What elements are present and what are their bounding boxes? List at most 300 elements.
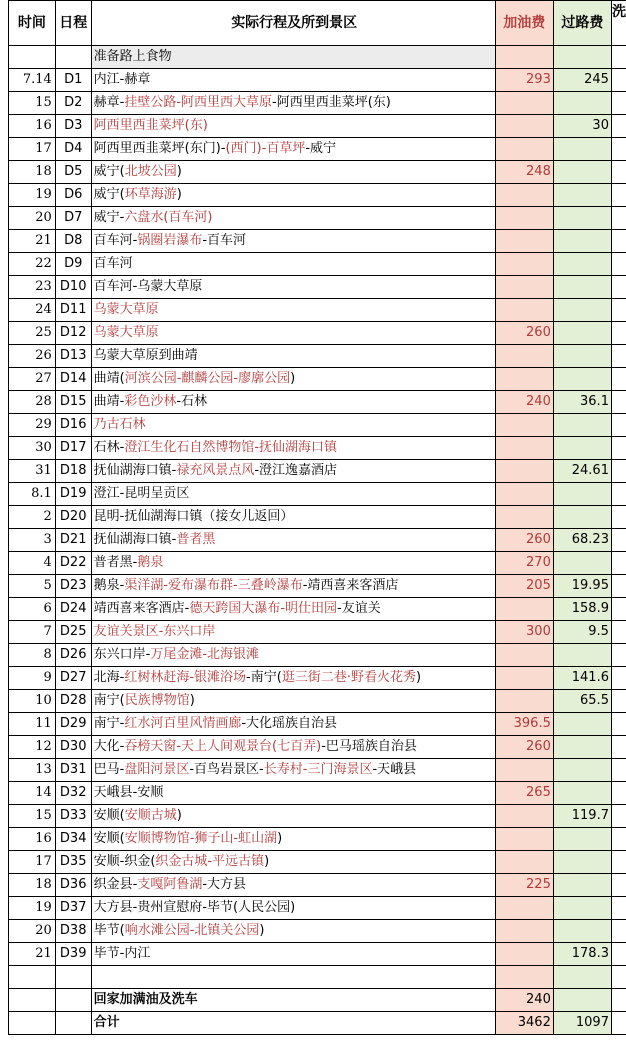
row-time: 23 — [9, 276, 56, 299]
row-day: D12 — [55, 322, 91, 345]
row-day: D25 — [55, 621, 91, 644]
route-text: ) — [259, 923, 265, 938]
row-time: 7 — [9, 621, 56, 644]
scenic-spot-text: 安顺古城 — [124, 808, 177, 823]
route-text: 乌蒙大草原到曲靖 — [93, 348, 198, 363]
route-text: 靖西喜来客酒店- — [93, 601, 190, 616]
row-toll: 119.7 — [553, 805, 611, 828]
row-extra — [611, 138, 626, 161]
scenic-spot-text: 乌蒙大草原 — [93, 325, 159, 340]
route-text: ) — [264, 854, 270, 869]
prep-label: 准备路上食物 — [91, 46, 495, 69]
row-fuel — [495, 437, 553, 460]
route-text: 南宁( — [93, 693, 125, 708]
table-row — [9, 345, 626, 368]
route-text: ) — [189, 693, 195, 708]
row-fuel: 248 — [495, 161, 553, 184]
scenic-spot-text: 逛三街二巷·野看火花秀 — [281, 670, 416, 685]
row-fuel — [495, 276, 553, 299]
row-toll — [553, 782, 611, 805]
row-day: D26 — [55, 644, 91, 667]
row-desc — [91, 276, 495, 299]
table-row — [9, 759, 626, 782]
row-extra — [611, 253, 626, 276]
row-extra — [611, 230, 626, 253]
row-desc — [91, 460, 495, 483]
row-fuel — [495, 897, 553, 920]
row-extra — [611, 920, 626, 943]
row-extra — [611, 621, 626, 644]
route-text: -巴马瑶族自治县 — [321, 739, 417, 754]
scenic-spot-text: 乌蒙大草原 — [93, 302, 159, 317]
row-time: 8.1 — [9, 483, 56, 506]
row-fuel — [495, 943, 553, 966]
header-toll: 过路费 — [553, 1, 611, 46]
row-time: 30 — [9, 437, 56, 460]
row-day: D6 — [55, 184, 91, 207]
row-day: D31 — [55, 759, 91, 782]
row-toll: 30 — [553, 115, 611, 138]
table-row — [9, 713, 626, 736]
row-toll: 68.23 — [553, 529, 611, 552]
row-extra — [611, 575, 626, 598]
row-toll — [553, 184, 611, 207]
row-fuel — [495, 345, 553, 368]
row-desc — [91, 253, 495, 276]
row-fuel: 240 — [495, 391, 553, 414]
row-time: 19 — [9, 897, 56, 920]
route-text: 大方县-贵州宣慰府-毕节(人民公园) — [93, 900, 296, 915]
row-extra — [611, 759, 626, 782]
row-toll — [553, 506, 611, 529]
route-text: -百鸟岩景区- — [189, 762, 264, 777]
row-extra — [611, 736, 626, 759]
scenic-spot-text: 河滨公园-麒麟公园-廖廓公园 — [124, 371, 291, 386]
scenic-spot-text: 吞榜天窗-天上人间观景台(七百弄) — [124, 739, 322, 754]
row-toll: 178.3 — [553, 943, 611, 966]
row-fuel — [495, 483, 553, 506]
header-fuel: 加油费 — [495, 1, 553, 46]
row-fuel: 260 — [495, 736, 553, 759]
row-extra — [611, 943, 626, 966]
row-time: 17 — [9, 851, 56, 874]
row-desc — [91, 598, 495, 621]
row-day: D28 — [55, 690, 91, 713]
row-toll: 36.1 — [553, 391, 611, 414]
row-desc — [91, 552, 495, 575]
row-toll — [553, 161, 611, 184]
refuel-label: 回家加满油及洗车 — [91, 989, 495, 1012]
route-text: -澄江逸嘉酒店 — [254, 463, 338, 478]
row-day: D22 — [55, 552, 91, 575]
scenic-spot-text: 万尾金滩-北海银滩 — [150, 647, 260, 662]
scenic-spot-text: 锅圈岩瀑布 — [137, 233, 203, 248]
row-extra — [611, 322, 626, 345]
row-extra — [611, 299, 626, 322]
row-day: D29 — [55, 713, 91, 736]
route-text: 威宁( — [93, 187, 125, 202]
row-fuel — [495, 92, 553, 115]
row-toll: 245 — [553, 69, 611, 92]
row-fuel: 300 — [495, 621, 553, 644]
table-row — [9, 207, 626, 230]
table-row — [9, 138, 626, 161]
row-desc — [91, 230, 495, 253]
row-toll — [553, 230, 611, 253]
route-text: 鹅泉- — [93, 578, 125, 593]
scenic-spot-text: 挂壁公路-阿西里西大草原 — [124, 95, 273, 110]
row-toll — [553, 736, 611, 759]
scenic-spot-text: 阿西里西韭菜坪(东) — [93, 118, 208, 133]
row-toll — [553, 276, 611, 299]
row-time: 4 — [9, 552, 56, 575]
row-extra — [611, 874, 626, 897]
row-toll — [553, 207, 611, 230]
row-fuel: 396.5 — [495, 713, 553, 736]
table-row — [9, 322, 626, 345]
row-time: 9 — [9, 667, 56, 690]
row-day: D37 — [55, 897, 91, 920]
row-fuel: 205 — [495, 575, 553, 598]
table-row — [9, 621, 626, 644]
route-text: 北海- — [93, 670, 125, 685]
row-extra — [611, 598, 626, 621]
row-extra — [611, 92, 626, 115]
row-time: 12 — [9, 736, 56, 759]
row-desc — [91, 713, 495, 736]
row-day: D3 — [55, 115, 91, 138]
row-desc — [91, 391, 495, 414]
row-desc — [91, 897, 495, 920]
row-toll — [553, 414, 611, 437]
row-toll — [553, 828, 611, 851]
row-day: D24 — [55, 598, 91, 621]
table-row — [9, 69, 626, 92]
scenic-spot-text: 六盘水(百车河) — [124, 210, 213, 225]
route-text: 石林- — [93, 440, 125, 455]
row-day: D34 — [55, 828, 91, 851]
table-row — [9, 483, 626, 506]
route-text: 澄江-昆明呈贡区 — [93, 486, 190, 501]
row-time: 16 — [9, 828, 56, 851]
scenic-spot-text: 友谊关景区-东兴口岸 — [93, 624, 216, 639]
scenic-spot-text: 安顺博物馆-狮子山-虹山湖 — [124, 831, 278, 846]
table-row — [9, 460, 626, 483]
row-extra — [611, 667, 626, 690]
row-extra — [611, 483, 626, 506]
scenic-spot-text: 支嘎阿鲁湖 — [137, 877, 203, 892]
row-desc — [91, 184, 495, 207]
row-time: 20 — [9, 207, 56, 230]
row-time: 26 — [9, 345, 56, 368]
row-fuel — [495, 460, 553, 483]
row-fuel: 260 — [495, 529, 553, 552]
row-time: 31 — [9, 460, 56, 483]
row-extra — [611, 184, 626, 207]
row-desc — [91, 299, 495, 322]
row-time: 21 — [9, 230, 56, 253]
table-row — [9, 874, 626, 897]
row-extra — [611, 552, 626, 575]
table-row — [9, 690, 626, 713]
row-time: 11 — [9, 713, 56, 736]
route-text: -阿西里西韭菜坪(东) — [272, 95, 391, 110]
route-text: 曲靖( — [93, 371, 125, 386]
header-time: 时间 — [9, 1, 56, 46]
row-day: D18 — [55, 460, 91, 483]
row-desc — [91, 506, 495, 529]
route-text: 巴马- — [93, 762, 125, 777]
row-fuel — [495, 598, 553, 621]
row-time: 29 — [9, 414, 56, 437]
table-row — [9, 736, 626, 759]
row-desc — [91, 437, 495, 460]
refuel-fuel: 240 — [495, 989, 553, 1012]
refuel-row — [9, 989, 626, 1012]
row-desc — [91, 92, 495, 115]
row-day: D13 — [55, 345, 91, 368]
route-text: 抚仙湖海口镇- — [93, 532, 177, 547]
row-desc — [91, 805, 495, 828]
row-day: D2 — [55, 92, 91, 115]
row-toll — [553, 920, 611, 943]
row-toll — [553, 368, 611, 391]
row-desc — [91, 115, 495, 138]
route-text: ) — [415, 670, 422, 685]
table-row — [9, 529, 626, 552]
row-time: 15 — [9, 92, 56, 115]
row-fuel — [495, 184, 553, 207]
scenic-spot-text: 盘阳河景区 — [124, 762, 190, 777]
row-desc — [91, 621, 495, 644]
table-row — [9, 184, 626, 207]
table-row — [9, 782, 626, 805]
row-extra — [611, 851, 626, 874]
row-extra — [611, 207, 626, 230]
table-row — [9, 667, 626, 690]
row-extra — [611, 782, 626, 805]
route-text: 威宁- — [93, 210, 125, 225]
row-desc — [91, 161, 495, 184]
row-day: D5 — [55, 161, 91, 184]
route-text: -南宁( — [246, 670, 282, 685]
row-day: D16 — [55, 414, 91, 437]
header-extra: 洗 — [611, 1, 626, 46]
row-toll — [553, 299, 611, 322]
total-fuel: 3462 — [495, 1012, 553, 1035]
row-time: 14 — [9, 782, 56, 805]
row-toll — [553, 322, 611, 345]
row-day: D7 — [55, 207, 91, 230]
row-day: D32 — [55, 782, 91, 805]
row-day: D33 — [55, 805, 91, 828]
scenic-spot-text: 北坡公园 — [124, 164, 177, 179]
table-row — [9, 897, 626, 920]
route-text: ) — [176, 187, 182, 202]
row-time: 8 — [9, 644, 56, 667]
row-day: D35 — [55, 851, 91, 874]
row-extra — [611, 713, 626, 736]
row-toll — [553, 759, 611, 782]
route-text: 威宁( — [93, 164, 125, 179]
row-extra — [611, 115, 626, 138]
row-toll — [553, 713, 611, 736]
row-time: 25 — [9, 322, 56, 345]
row-fuel — [495, 368, 553, 391]
row-desc — [91, 575, 495, 598]
table-row — [9, 805, 626, 828]
row-fuel — [495, 207, 553, 230]
route-text: -天峨县 — [372, 762, 417, 777]
route-text: 曲靖- — [93, 394, 125, 409]
row-desc — [91, 667, 495, 690]
row-toll — [553, 483, 611, 506]
table-row — [9, 506, 626, 529]
row-fuel — [495, 506, 553, 529]
row-fuel: 265 — [495, 782, 553, 805]
row-extra — [611, 69, 626, 92]
route-text: ) — [277, 831, 283, 846]
route-text: 阿西里西韭菜坪(东门)- — [93, 141, 226, 156]
scenic-spot-text: 德天跨国大瀑布-明仕田园 — [189, 601, 338, 616]
row-day: D39 — [55, 943, 91, 966]
scenic-spot-text: 环草海游 — [124, 187, 177, 202]
row-day: D14 — [55, 368, 91, 391]
row-fuel — [495, 851, 553, 874]
itinerary-table — [8, 0, 626, 1035]
row-time: 20 — [9, 920, 56, 943]
row-fuel — [495, 805, 553, 828]
table-row — [9, 391, 626, 414]
prep-row — [9, 46, 626, 69]
scenic-spot-text: 彩色沙林 — [124, 394, 177, 409]
row-desc — [91, 345, 495, 368]
row-extra — [611, 529, 626, 552]
table-row — [9, 115, 626, 138]
table-row — [9, 575, 626, 598]
table-row — [9, 828, 626, 851]
route-text: 百车河 — [93, 256, 133, 271]
table-row — [9, 598, 626, 621]
scenic-spot-text: 澄江生化石自然博物馆-抚仙湖海口镇 — [124, 440, 338, 455]
row-day: D4 — [55, 138, 91, 161]
row-extra — [611, 460, 626, 483]
row-toll: 19.95 — [553, 575, 611, 598]
scenic-spot-text: 织金古城-平远古镇 — [155, 854, 265, 869]
table-row — [9, 851, 626, 874]
row-time: 22 — [9, 253, 56, 276]
row-day: D17 — [55, 437, 91, 460]
row-time: 15 — [9, 805, 56, 828]
row-time: 10 — [9, 690, 56, 713]
row-desc — [91, 851, 495, 874]
row-fuel — [495, 299, 553, 322]
row-desc — [91, 920, 495, 943]
route-text: -大化瑶族自治县 — [241, 716, 338, 731]
row-time: 13 — [9, 759, 56, 782]
header-row — [9, 1, 626, 46]
row-day: D38 — [55, 920, 91, 943]
route-text: 安顺( — [93, 808, 125, 823]
table-row — [9, 414, 626, 437]
row-day: D1 — [55, 69, 91, 92]
table-row — [9, 920, 626, 943]
table-row — [9, 253, 626, 276]
table-row — [9, 552, 626, 575]
total-row — [9, 1012, 626, 1035]
row-desc — [91, 736, 495, 759]
table-row — [9, 299, 626, 322]
row-fuel — [495, 667, 553, 690]
row-toll — [553, 92, 611, 115]
row-desc — [91, 138, 495, 161]
row-extra — [611, 391, 626, 414]
table-row — [9, 276, 626, 299]
row-extra — [611, 161, 626, 184]
route-text: 南宁- — [93, 716, 125, 731]
route-text: 安顺-织金( — [93, 854, 156, 869]
row-fuel — [495, 644, 553, 667]
row-day: D21 — [55, 529, 91, 552]
table-row — [9, 92, 626, 115]
row-time: 24 — [9, 299, 56, 322]
row-time: 17 — [9, 138, 56, 161]
scenic-spot-text: (西门)-百草坪 — [225, 141, 306, 156]
row-day: D27 — [55, 667, 91, 690]
scenic-spot-text: 响水滩公园-北镇关公园 — [124, 923, 260, 938]
scenic-spot-text: 乃古石林 — [93, 417, 146, 432]
header-day: 日程 — [55, 1, 91, 46]
row-toll: 141.6 — [553, 667, 611, 690]
row-fuel — [495, 690, 553, 713]
row-fuel — [495, 759, 553, 782]
route-text: ) — [290, 371, 296, 386]
route-text: 毕节( — [93, 923, 125, 938]
row-desc — [91, 69, 495, 92]
scenic-spot-text: 普者黑 — [176, 532, 216, 547]
row-fuel — [495, 115, 553, 138]
row-toll — [553, 897, 611, 920]
row-toll — [553, 644, 611, 667]
route-text: 普者黑- — [93, 555, 138, 570]
scenic-spot-text: 民族博物馆 — [124, 693, 190, 708]
row-extra — [611, 506, 626, 529]
row-toll: 24.61 — [553, 460, 611, 483]
row-desc — [91, 782, 495, 805]
row-fuel: 270 — [495, 552, 553, 575]
row-desc — [91, 414, 495, 437]
table-row — [9, 943, 626, 966]
row-fuel — [495, 414, 553, 437]
row-time: 28 — [9, 391, 56, 414]
row-extra — [611, 828, 626, 851]
route-text: 百车河-乌蒙大草原 — [93, 279, 203, 294]
row-toll — [553, 874, 611, 897]
total-label: 合计 — [91, 1012, 495, 1035]
table-row — [9, 230, 626, 253]
row-time: 27 — [9, 368, 56, 391]
row-toll — [553, 253, 611, 276]
row-time: 7.14 — [9, 69, 56, 92]
route-text: -百车河 — [202, 233, 247, 248]
scenic-spot-text: 鹅泉 — [137, 555, 164, 570]
row-extra — [611, 897, 626, 920]
row-time: 16 — [9, 115, 56, 138]
row-fuel — [495, 138, 553, 161]
route-text: 百车河- — [93, 233, 138, 248]
table-row — [9, 644, 626, 667]
row-extra — [611, 414, 626, 437]
